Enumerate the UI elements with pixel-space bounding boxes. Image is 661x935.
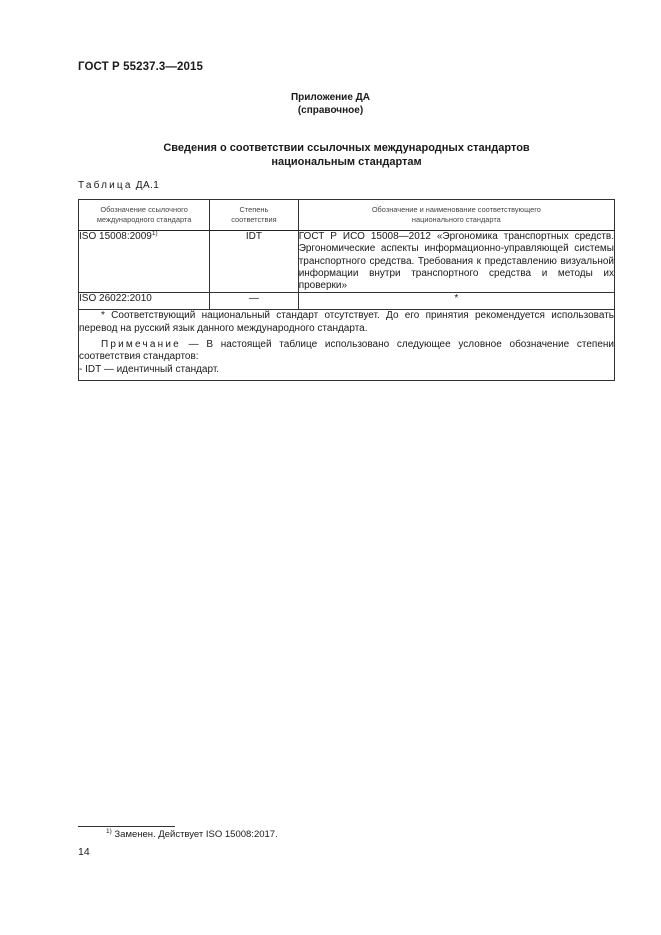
section-title: [60, 141, 633, 169]
annex-title: Приложение ДА: [290, 92, 371, 103]
footnote-ref: 1): [151, 230, 158, 237]
column-header-intl: Обозначение ссылочного международного стандарта: [79, 200, 210, 231]
annex-heading: [0, 91, 661, 117]
table-header-row: [79, 200, 615, 231]
table-notes: [79, 310, 615, 380]
footnote-text: Заменен. Действует ISO 15008:2017.: [111, 829, 278, 840]
table-row: [79, 293, 615, 310]
footnote-mark: 1): [106, 828, 112, 835]
degree-cell: —: [210, 293, 299, 310]
table-caption-word: Таблица: [78, 180, 133, 191]
section-title-line1: Сведения о соответствии ссылочных международных стандартов: [163, 142, 530, 154]
table-notes-row: [79, 310, 615, 380]
table-row: [79, 231, 615, 293]
correspondence-table: [78, 199, 615, 381]
page-number: 14: [78, 846, 90, 858]
note-text: — В настоящей таблице использовано следующее условное обозначение степени соответствия стандартов:: [79, 339, 614, 363]
column-header-degree: Степень соответствия: [210, 200, 299, 231]
asterisk-note: * Соответствующий национальный стандарт отсутствует. До его принятия рекомендуется использовать перевод на русский язык данного международного стандарта.: [79, 310, 614, 334]
intl-standard: ISO 26022:2010: [79, 293, 152, 305]
document-code: ГОСТ Р 55237.3—2015: [78, 61, 203, 73]
section-title-line2: национальным стандартам: [271, 156, 422, 168]
national-standard-cell: ГОСТ Р ИСО 15008—2012 «Эргономика транспортных средств. Эргономические аспекты информационно-управляющей системы транспортного средства. Требования к представлению визуальной информации внутри транспортного средства и методы их проверки»: [298, 231, 614, 292]
footnote-divider: [78, 826, 175, 827]
note-label: Примечание: [101, 339, 181, 351]
footnote: [106, 829, 278, 840]
table-caption: [78, 180, 159, 191]
national-standard-cell: *: [298, 293, 614, 310]
intl-standard: ISO 15008:2009: [79, 231, 152, 242]
table-caption-id: ДА.1: [135, 180, 160, 191]
degree-cell: IDT: [210, 231, 299, 293]
column-header-national: Обозначение и наименование соответствующего национального стандарта: [298, 200, 614, 231]
intl-standard-cell: [79, 293, 210, 310]
intl-standard-cell: [79, 231, 210, 293]
table-note: [79, 339, 614, 376]
idt-item: - IDT — идентичный стандарт.: [79, 363, 220, 375]
annex-subtitle: (справочное): [297, 105, 364, 116]
